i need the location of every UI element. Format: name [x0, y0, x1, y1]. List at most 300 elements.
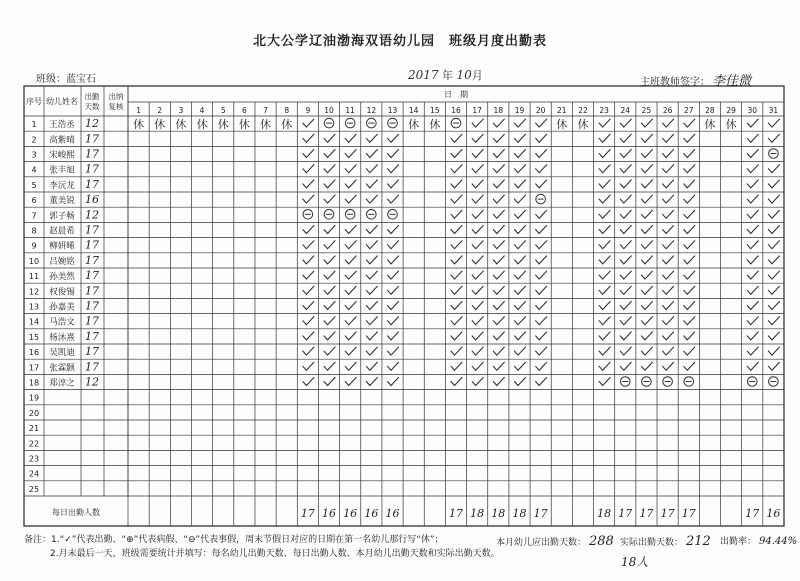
- header-date: 日 期: [444, 90, 468, 99]
- year-value: 2017: [408, 68, 439, 82]
- year-unit: 年: [442, 69, 454, 82]
- check-mark: [366, 165, 377, 173]
- child-attend-days: 17: [85, 132, 99, 146]
- check-mark: [388, 332, 399, 340]
- row-number: 15: [28, 332, 40, 342]
- check-mark: [388, 241, 399, 249]
- check-mark: [599, 256, 610, 264]
- check-mark: [536, 286, 547, 294]
- daily-total-value: 18: [597, 507, 612, 520]
- rate-label: 出勤率：: [720, 537, 757, 547]
- check-mark: [472, 332, 483, 340]
- check-mark: [684, 241, 695, 249]
- check-mark: [663, 150, 674, 158]
- check-mark: [493, 241, 504, 249]
- check-mark: [747, 347, 758, 355]
- check-mark: [472, 302, 483, 310]
- check-mark: [684, 165, 695, 173]
- check-mark: [493, 347, 504, 355]
- daily-total-value: 17: [533, 507, 548, 520]
- check-mark: [324, 362, 335, 370]
- attend-rate: [720, 534, 797, 547]
- check-mark: [303, 226, 314, 234]
- check-mark: [303, 241, 314, 249]
- check-mark: [768, 286, 779, 294]
- check-mark: [536, 302, 547, 310]
- check-mark: [747, 180, 758, 188]
- check-mark: [366, 347, 377, 355]
- check-mark: [493, 286, 504, 294]
- check-mark: [641, 165, 652, 173]
- check-mark: [451, 210, 462, 218]
- check-mark: [388, 180, 399, 188]
- child-name: 吴凯迪: [49, 348, 75, 359]
- check-mark: [472, 271, 483, 279]
- check-mark: [366, 332, 377, 340]
- day-number: 30: [747, 106, 758, 115]
- check-mark: [599, 317, 610, 325]
- check-mark: [472, 226, 483, 234]
- check-mark: [472, 347, 483, 355]
- check-mark: [451, 271, 462, 279]
- check-mark: [493, 302, 504, 310]
- check-mark: [324, 302, 335, 310]
- check-mark: [388, 150, 399, 158]
- check-mark: [472, 180, 483, 188]
- check-mark: [388, 378, 399, 386]
- check-mark: [620, 302, 631, 310]
- check-mark: [472, 150, 483, 158]
- check-mark: [663, 256, 674, 264]
- check-mark: [345, 226, 356, 234]
- check-mark: [536, 150, 547, 158]
- check-mark: [324, 286, 335, 294]
- check-mark: [599, 210, 610, 218]
- check-mark: [768, 256, 779, 264]
- day-number: 16: [451, 106, 461, 115]
- day-number: 29: [726, 106, 736, 115]
- check-mark: [663, 286, 674, 294]
- check-mark: [388, 226, 399, 234]
- row-number: 14: [28, 317, 40, 327]
- child-name: 李沅龙: [49, 180, 75, 191]
- check-mark: [747, 210, 758, 218]
- day-number: 7: [263, 106, 268, 115]
- check-mark: [345, 271, 356, 279]
- check-mark: [768, 119, 779, 127]
- check-mark: [684, 347, 695, 355]
- day-number: 9: [305, 106, 311, 115]
- day-number: 23: [599, 106, 609, 115]
- row-number: 1: [31, 120, 37, 130]
- daily-total-value: 16: [364, 507, 379, 520]
- check-mark: [620, 210, 631, 218]
- check-mark: [324, 134, 335, 142]
- holiday-mark: 休: [429, 118, 441, 132]
- daily-total-value: 17: [449, 507, 463, 520]
- check-mark: [620, 332, 631, 340]
- child-name: 柳妍晞: [49, 241, 75, 252]
- row-number: 20: [28, 408, 40, 418]
- check-mark: [324, 150, 335, 158]
- day-number: 28: [705, 106, 715, 115]
- child-name: 吕婉铭: [49, 256, 75, 267]
- child-attend-days: 17: [85, 223, 99, 237]
- check-mark: [324, 241, 335, 249]
- check-mark: [684, 256, 695, 264]
- check-mark: [493, 134, 504, 142]
- row-number: 21: [28, 424, 40, 434]
- child-name: 郭子畅: [49, 211, 75, 222]
- child-attend-days: 17: [85, 269, 99, 283]
- check-mark: [641, 271, 652, 279]
- check-mark: [345, 241, 356, 249]
- child-attend-days: 17: [85, 299, 99, 313]
- check-mark: [303, 119, 314, 127]
- check-mark: [324, 165, 335, 173]
- check-mark: [536, 347, 547, 355]
- child-name: 马浩文: [49, 317, 75, 328]
- child-name: 郑淳之: [49, 378, 75, 389]
- child-attend-days: 12: [85, 208, 99, 222]
- check-mark: [599, 332, 610, 340]
- check-mark: [684, 332, 695, 340]
- daily-total-value: 17: [745, 507, 760, 520]
- check-mark: [684, 317, 695, 325]
- check-mark: [451, 256, 462, 264]
- check-mark: [366, 134, 377, 142]
- check-mark: [451, 302, 462, 310]
- check-mark: [747, 119, 758, 127]
- check-mark: [641, 347, 652, 355]
- check-mark: [303, 317, 314, 325]
- check-mark: [303, 165, 314, 173]
- day-number: 24: [620, 106, 631, 115]
- teacher-name: 李佳微: [712, 74, 752, 89]
- check-mark: [451, 362, 462, 370]
- check-mark: [514, 180, 525, 188]
- check-mark: [536, 378, 547, 386]
- check-mark: [493, 180, 504, 188]
- check-mark: [599, 180, 610, 188]
- day-number: 1: [136, 106, 141, 115]
- holiday-mark: 休: [577, 118, 589, 132]
- check-mark: [641, 226, 652, 234]
- header-admit-2: 复核: [108, 102, 124, 111]
- child-attend-days: 17: [85, 360, 99, 374]
- holiday-mark: 休: [725, 118, 737, 132]
- check-mark: [345, 286, 356, 294]
- check-mark: [641, 119, 652, 127]
- check-mark: [641, 134, 652, 142]
- check-mark: [536, 165, 547, 173]
- check-mark: [684, 210, 695, 218]
- check-mark: [345, 302, 356, 310]
- check-mark: [451, 165, 462, 173]
- header-admit: 出纳: [108, 92, 124, 101]
- child-name: 张丰旭: [49, 165, 75, 176]
- row-number: 25: [28, 484, 40, 494]
- check-mark: [768, 195, 779, 203]
- check-mark: [599, 286, 610, 294]
- check-mark: [641, 210, 652, 218]
- footnote-1: 备注：1.“✓”代表出勤、“⊕”代表病假、“⊖”代表事假，周末节假日对应的日期在第一名幼儿那行写“休”；: [24, 535, 444, 545]
- check-mark: [747, 195, 758, 203]
- check-mark: [768, 210, 779, 218]
- day-number: 13: [387, 106, 398, 115]
- check-mark: [472, 256, 483, 264]
- check-mark: [536, 332, 547, 340]
- check-mark: [663, 180, 674, 188]
- check-mark: [388, 317, 399, 325]
- check-mark: [768, 347, 779, 355]
- row-number: 18: [28, 378, 40, 388]
- check-mark: [747, 271, 758, 279]
- check-mark: [663, 226, 674, 234]
- day-number: 8: [284, 106, 290, 115]
- child-name: 权俊锡: [49, 287, 75, 298]
- check-mark: [472, 195, 483, 203]
- check-mark: [303, 286, 314, 294]
- actual-label: 实际出勤天数：: [620, 538, 684, 548]
- check-mark: [768, 332, 779, 340]
- check-mark: [663, 302, 674, 310]
- row-number: 17: [28, 363, 40, 373]
- check-mark: [663, 241, 674, 249]
- check-mark: [641, 256, 652, 264]
- day-number: 26: [662, 106, 673, 115]
- check-mark: [514, 165, 525, 173]
- check-mark: [514, 210, 525, 218]
- check-mark: [324, 332, 335, 340]
- check-mark: [366, 286, 377, 294]
- day-number: 4: [199, 106, 205, 115]
- holiday-mark: 休: [217, 118, 229, 132]
- check-mark: [472, 378, 483, 386]
- child-attend-days: 17: [85, 314, 99, 328]
- check-mark: [472, 241, 483, 249]
- check-mark: [620, 362, 631, 370]
- under-note: 18人: [621, 555, 649, 569]
- daily-total-value: 16: [766, 507, 781, 520]
- check-mark: [324, 226, 335, 234]
- check-mark: [514, 362, 525, 370]
- check-mark: [451, 347, 462, 355]
- check-mark: [514, 332, 525, 340]
- check-mark: [451, 332, 462, 340]
- check-mark: [620, 317, 631, 325]
- check-mark: [641, 150, 652, 158]
- holiday-mark: 休: [408, 118, 420, 132]
- day-number: 21: [557, 106, 567, 115]
- check-mark: [684, 362, 695, 370]
- day-number: 2: [157, 106, 163, 115]
- row-number: 12: [28, 287, 40, 297]
- check-mark: [620, 347, 631, 355]
- footnote-2: 2.月末最后一天，班级需要统计并填写：每名幼儿出勤天数、每日出勤人数、本月幼儿出勤天数和实际出勤天数。: [50, 549, 500, 559]
- check-mark: [514, 119, 525, 127]
- day-number: 3: [178, 106, 184, 115]
- header-days-2: 天数: [84, 102, 100, 111]
- daily-total-value: 17: [660, 507, 675, 520]
- check-mark: [663, 119, 674, 127]
- check-mark: [747, 286, 758, 294]
- check-mark: [303, 195, 314, 203]
- check-mark: [599, 347, 610, 355]
- check-mark: [324, 180, 335, 188]
- check-mark: [472, 119, 483, 127]
- check-mark: [684, 271, 695, 279]
- check-mark: [345, 195, 356, 203]
- check-mark: [641, 302, 652, 310]
- check-mark: [303, 150, 314, 158]
- check-mark: [345, 332, 356, 340]
- day-number: 22: [578, 106, 588, 115]
- daily-total-value: 18: [491, 507, 506, 520]
- check-mark: [599, 362, 610, 370]
- should-label: 本月幼儿应出勤天数：: [496, 538, 587, 548]
- row-number: 6: [31, 196, 37, 206]
- check-mark: [663, 134, 674, 142]
- check-mark: [747, 150, 758, 158]
- check-mark: [663, 165, 674, 173]
- check-mark: [388, 165, 399, 173]
- row-number: 10: [28, 256, 40, 266]
- check-mark: [620, 241, 631, 249]
- rate-value: 94.44%: [759, 536, 798, 547]
- check-mark: [388, 134, 399, 142]
- day-number: 5: [220, 106, 226, 115]
- check-mark: [345, 180, 356, 188]
- check-mark: [768, 271, 779, 279]
- check-mark: [451, 180, 462, 188]
- check-mark: [536, 241, 547, 249]
- child-attend-days: 17: [85, 238, 99, 252]
- day-number: 11: [345, 106, 355, 115]
- daily-total-value: 17: [300, 507, 315, 520]
- daily-total-value: 17: [681, 507, 696, 520]
- child-attend-days: 17: [85, 284, 99, 298]
- check-mark: [620, 226, 631, 234]
- check-mark: [768, 180, 779, 188]
- check-mark: [620, 134, 631, 142]
- check-mark: [641, 332, 652, 340]
- check-mark: [303, 332, 314, 340]
- child-name: 赵晨希: [49, 226, 75, 237]
- check-mark: [514, 271, 525, 279]
- check-mark: [514, 302, 525, 310]
- child-attend-days: 16: [85, 193, 99, 207]
- check-mark: [366, 302, 377, 310]
- child-name: 王浩丞: [49, 120, 75, 131]
- check-mark: [493, 317, 504, 325]
- child-attend-days: 17: [85, 345, 99, 359]
- check-mark: [684, 195, 695, 203]
- check-mark: [388, 286, 399, 294]
- check-mark: [599, 134, 610, 142]
- row-number: 5: [31, 180, 37, 190]
- check-mark: [747, 226, 758, 234]
- child-attend-days: 17: [85, 253, 99, 267]
- check-mark: [620, 286, 631, 294]
- child-name: 杨沐熹: [49, 332, 75, 343]
- check-mark: [366, 150, 377, 158]
- check-mark: [599, 226, 610, 234]
- check-mark: [388, 347, 399, 355]
- row-number: 2: [31, 135, 37, 145]
- check-mark: [536, 226, 547, 234]
- check-mark: [514, 134, 525, 142]
- row-number: 7: [31, 211, 37, 221]
- check-mark: [303, 362, 314, 370]
- daily-total-value: 16: [385, 507, 400, 520]
- check-mark: [493, 362, 504, 370]
- holiday-mark: 休: [154, 118, 166, 132]
- check-mark: [388, 271, 399, 279]
- header-name: 幼儿姓名: [46, 97, 78, 106]
- check-mark: [536, 119, 547, 127]
- check-mark: [684, 150, 695, 158]
- check-mark: [303, 347, 314, 355]
- check-mark: [472, 286, 483, 294]
- row-number: 19: [28, 393, 40, 403]
- day-number: 27: [684, 106, 694, 115]
- should-value: 288: [589, 534, 614, 549]
- check-mark: [641, 241, 652, 249]
- check-mark: [599, 119, 610, 127]
- check-mark: [303, 180, 314, 188]
- teacher-label: 主班教师签字：: [640, 77, 710, 88]
- check-mark: [388, 195, 399, 203]
- check-mark: [599, 271, 610, 279]
- month-value: 10: [456, 68, 472, 82]
- check-mark: [493, 226, 504, 234]
- child-name: 张霖颢: [49, 363, 75, 374]
- check-mark: [472, 362, 483, 370]
- holiday-mark: 休: [238, 118, 250, 132]
- check-mark: [514, 347, 525, 355]
- holiday-mark: 休: [704, 118, 716, 132]
- check-mark: [493, 210, 504, 218]
- check-mark: [388, 362, 399, 370]
- check-mark: [345, 134, 356, 142]
- check-mark: [663, 195, 674, 203]
- check-mark: [663, 210, 674, 218]
- holiday-mark: 休: [556, 118, 568, 132]
- check-mark: [747, 134, 758, 142]
- row-number: 4: [31, 165, 37, 175]
- check-mark: [747, 302, 758, 310]
- check-mark: [620, 150, 631, 158]
- check-mark: [599, 150, 610, 158]
- row-number: 9: [31, 241, 37, 251]
- day-number: 18: [493, 106, 504, 115]
- row-number: 16: [28, 348, 40, 358]
- check-mark: [366, 226, 377, 234]
- check-mark: [747, 165, 758, 173]
- check-mark: [536, 362, 547, 370]
- check-mark: [684, 134, 695, 142]
- check-mark: [451, 195, 462, 203]
- check-mark: [303, 256, 314, 264]
- daily-total-label: 每日出勤人数: [52, 508, 100, 517]
- holiday-mark: 休: [260, 118, 272, 132]
- child-attend-days: 17: [85, 177, 99, 191]
- check-mark: [366, 378, 377, 386]
- check-mark: [366, 195, 377, 203]
- child-name: 宋峻熙: [49, 150, 75, 161]
- check-mark: [303, 271, 314, 279]
